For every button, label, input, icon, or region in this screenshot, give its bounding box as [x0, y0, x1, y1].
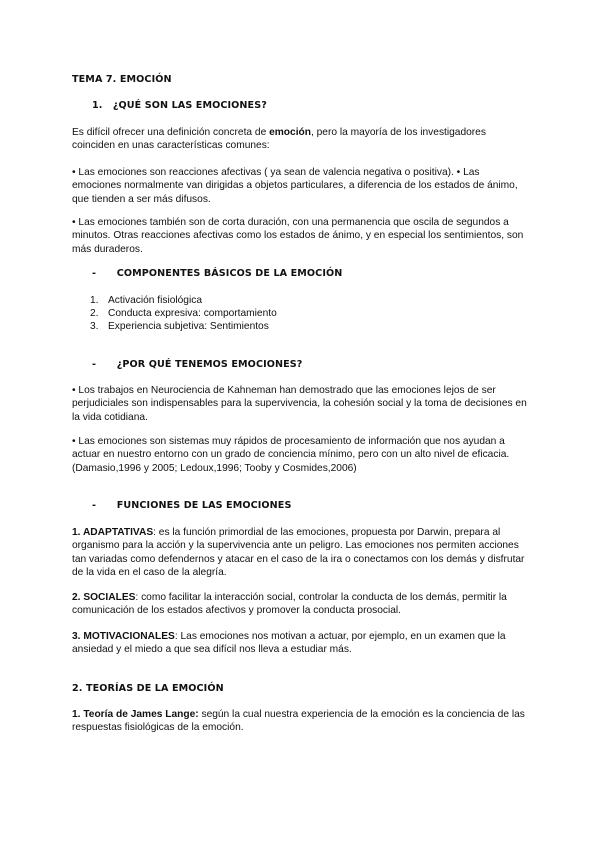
teoria-text: según la cual nuestra experiencia de la emoción es la conciencia de las respuestas fisiológicas de la emoción.	[72, 709, 525, 734]
subheading-text: COMPONENTES BÁSICOS DE LA EMOCIÓN	[116, 268, 343, 279]
section-title: ¿QUÉ SON LAS EMOCIONES?	[112, 100, 267, 111]
section-heading-teorias: 2. TEORÍAS DE LA EMOCIÓN	[72, 683, 224, 694]
list-item	[90, 307, 277, 320]
subheading-text: ¿POR QUÉ TENEMOS EMOCIONES?	[116, 359, 303, 370]
list-text: Experiencia subjetiva: Sentimientos	[108, 321, 269, 333]
list-number: 1.	[90, 295, 99, 306]
dash-marker: -	[92, 359, 97, 370]
list-text: Activación fisiológica	[108, 295, 202, 306]
funcion-motivacionales	[72, 630, 528, 657]
funcion-label: 3. MOTIVACIONALES	[72, 631, 175, 642]
list-item	[90, 320, 277, 333]
subheading-por-que	[92, 359, 302, 370]
subheading-componentes	[92, 268, 342, 279]
intro-text-a: Es difícil ofrecer una definición concreta de	[72, 127, 270, 138]
dash-marker: -	[92, 268, 97, 279]
list-number: 3.	[90, 321, 99, 333]
section-number: 1.	[92, 100, 103, 111]
intro-text-b: , pero la mayoría de los investigadores coinciden en unas características comunes:	[72, 127, 486, 152]
list-text: Conducta expresiva: comportamiento	[108, 308, 277, 320]
intro-paragraph	[72, 126, 528, 153]
funcion-label: 2. SOCIALES	[72, 592, 136, 603]
list-item	[90, 294, 277, 307]
funcion-sociales	[72, 591, 528, 618]
intro-bold-term: emoción	[269, 127, 311, 138]
teoria-james-lange	[72, 708, 528, 735]
teoria-label: 1. Teoría de James Lange:	[72, 709, 199, 720]
section-heading-que-son	[92, 100, 267, 111]
componentes-list	[90, 294, 277, 334]
funcion-text: : es la función primordial de las emociones, propuesta por Darwin, prepara al organismo para la acción y la supervivencia ante un peligro. Las emociones nos permiten acciones tan variadas como defendernos y atacar en el caso de la ira o conectamos con los demás y disfrutar de la vida en el caso de la alegría.	[72, 527, 525, 579]
porque-paragraph-1: • Los trabajos en Neurociencia de Kahneman han demostrado que las emociones lejos de ser perjudiciales son indispensables para la supervivencia, la cohesión social y la toma de decisiones en la vida cotidiana.	[72, 385, 527, 423]
funcion-text: : Las emociones nos motivan a actuar, por ejemplo, en un examen que la ansiedad y el miedo a que sea difícil nos lleva a estudiar más.	[72, 631, 506, 656]
list-number: 2.	[90, 308, 99, 320]
funcion-label: 1. ADAPTATIVAS	[72, 527, 154, 538]
document-title: TEMA 7. EMOCIÓN	[72, 74, 172, 85]
subheading-text: FUNCIONES DE LAS EMOCIONES	[116, 500, 292, 511]
bullet-paragraph-1: • Las emociones son reacciones afectivas ( ya sean de valencia negativa o positiva). • Las emociones normalmente van dirigidas a objetos particulares, a diferencia de los estados de ánimo, que tienden a ser más difusos.	[72, 167, 518, 205]
dash-marker: -	[92, 500, 97, 511]
porque-paragraph-2: • Las emociones son sistemas muy rápidos de procesamiento de información que nos ayudan a actuar en nuestro entorno con un grado de conciencia mínimo, pero con un alto nivel de eficacia. (Damasio,1996 y 2005; Ledoux,1996; Tooby y Cosmides,2006)	[72, 436, 510, 474]
funcion-adaptativas	[72, 526, 528, 580]
funcion-text: : como facilitar la interacción social, controlar la conducta de los demás, permitir la comunicación de los estados afectivos y promover la conducta prosocial.	[72, 592, 507, 617]
subheading-funciones	[92, 500, 291, 511]
bullet-paragraph-2: • Las emociones también son de corta duración, con una permanencia que oscila de segundos a minutos. Otras reacciones afectivas como los estados de ánimo, y en especial los sentimientos, son más duraderos.	[72, 217, 524, 255]
